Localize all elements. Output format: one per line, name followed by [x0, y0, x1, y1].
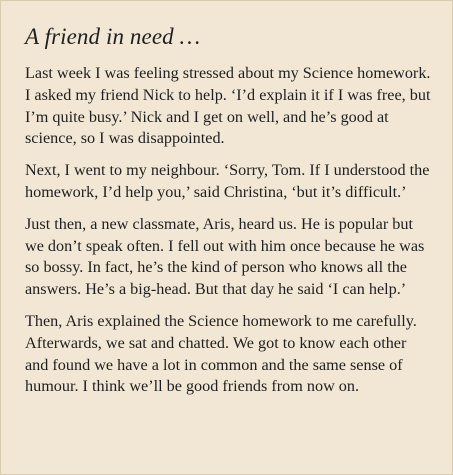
- story-title: A friend in need …: [25, 24, 201, 49]
- story-paragraph-4: Then, Aris explained the Science homework to me carefully. Afterwards, we sat and chatted. We got to know each other and found we have a lot in common and the same sense of humour. I think we’ll be good friends from now on.: [25, 311, 417, 396]
- story-paragraph-3: Just then, a new classmate, Aris, heard us. He is popular but we don’t speak often. I fell out with him once because he was so bossy. In fact, he’s the kind of person who knows all the answers. He’s a big-head. But that day he said ‘I can help.’: [25, 214, 425, 299]
- story-paragraph-1: Last week I was feeling stressed about my Science homework. I asked my friend Nick to help. ‘I’d explain it if I was free, but I’m quite busy.’ Nick and I get on well, and he’s good at science, so I was disappointed.: [25, 64, 431, 148]
- story-paragraph-2: Next, I went to my neighbour. ‘Sorry, Tom. If I understood the homework, I’d help you,’ said Christina, ‘but it’s difficult.’: [25, 161, 430, 201]
